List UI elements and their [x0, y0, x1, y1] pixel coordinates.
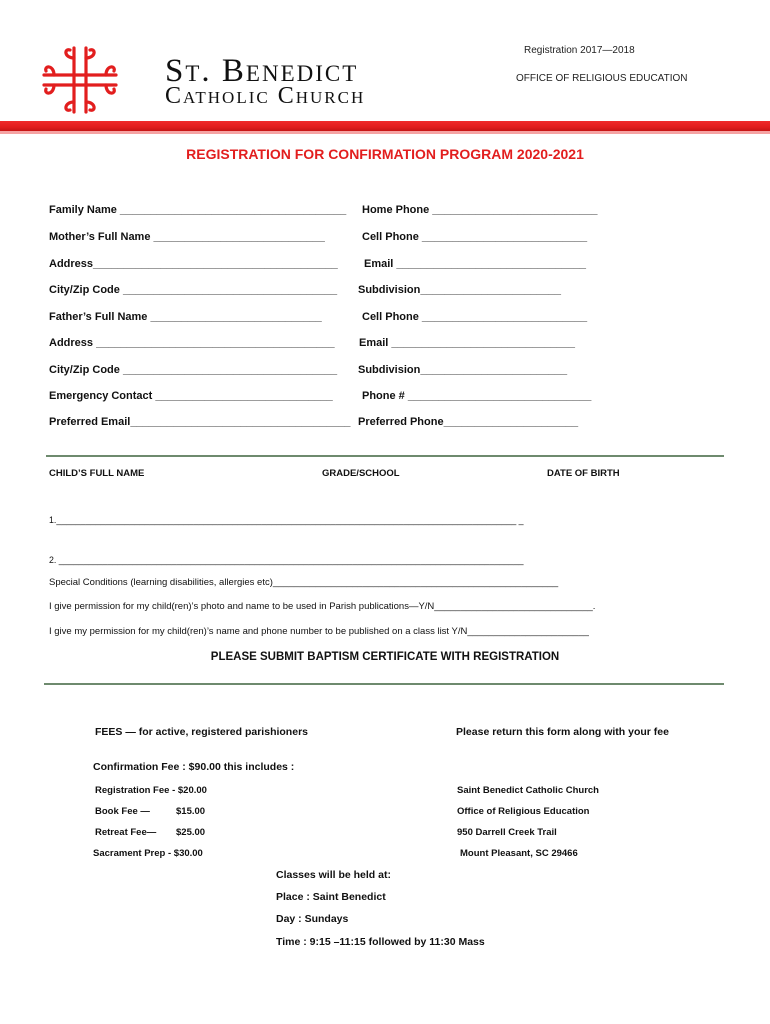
baptism-notice: PLEASE SUBMIT BAPTISM CERTIFICATE WITH REGISTRATION [210, 651, 560, 663]
church-name: St. Benedict [165, 53, 359, 89]
emergency-phone-field[interactable]: Phone # ______________________________ [362, 390, 592, 402]
list-permission-field[interactable]: I give my permission for my child(ren)’s name and phone number to be published on a class list Y/N_______________________ [49, 626, 589, 637]
special-conditions-field[interactable]: Special Conditions (learning disabilities, allergies etc)______________________________________________________ [49, 577, 559, 588]
city-zip-field-2[interactable]: City/Zip Code ___________________________________ [49, 364, 338, 376]
retreat-fee-amount: $25.00 [176, 827, 206, 838]
city-zip-field-1[interactable]: City/Zip Code ___________________________________ [49, 284, 338, 296]
classes-heading: Classes will be held at: [276, 869, 391, 881]
email-field-1[interactable]: Email _______________________________ [364, 258, 587, 270]
church-subtitle: Catholic Church [165, 83, 366, 109]
fees-heading: FEES — for active, registered parishioners [95, 726, 308, 738]
sacrament-fee: Sacrament Prep - $30.00 [93, 848, 203, 859]
confirmation-fee: Confirmation Fee : $90.00 this includes : [93, 761, 295, 773]
address-field-2[interactable]: Address _______________________________________ [49, 337, 335, 349]
subdivision-field-2[interactable]: Subdivision________________________ [358, 364, 568, 376]
section-divider-2 [44, 683, 724, 685]
col-grade-school: GRADE/SCHOOL [322, 468, 400, 479]
mail-church: Saint Benedict Catholic Church [457, 785, 599, 796]
mother-cell-field[interactable]: Cell Phone ___________________________ [362, 231, 588, 243]
classes-day: Day : Sundays [276, 913, 349, 925]
cross-icon [40, 44, 120, 116]
home-phone-field[interactable]: Home Phone ___________________________ [362, 204, 598, 216]
mail-city: Mount Pleasant, SC 29466 [460, 848, 578, 859]
emergency-contact-field[interactable]: Emergency Contact _____________________________ [49, 390, 333, 402]
classes-time: Time : 9:15 –11:15 followed by 11:30 Mass [276, 936, 485, 948]
book-fee-amount: $15.00 [176, 806, 206, 817]
photo-permission-field[interactable]: I give permission for my child(ren)’s photo and name to be used in Parish publications—Y/N______________________________. [49, 601, 596, 612]
child-line-2[interactable]: 2. _______________________________________________________________________________________________ [49, 555, 524, 565]
father-name-field[interactable]: Father’s Full Name ____________________________ [49, 311, 322, 323]
mail-street: 950 Darrell Creek Trail [457, 827, 557, 838]
header-divider [0, 121, 770, 131]
mail-office: Office of Religious Education [457, 806, 590, 817]
registration-year: Registration 2017—2018 [524, 45, 635, 56]
section-divider-1 [46, 455, 724, 457]
address-field-1[interactable]: Address________________________________________ [49, 258, 338, 270]
family-name-field[interactable]: Family Name _____________________________________ [49, 204, 347, 216]
father-cell-field[interactable]: Cell Phone ___________________________ [362, 311, 588, 323]
return-note: Please return this form along with your fee [456, 726, 669, 738]
retreat-fee-label: Retreat Fee— [95, 827, 157, 838]
page-title: REGISTRATION FOR CONFIRMATION PROGRAM 2020-2021 [186, 146, 584, 162]
subdivision-field-1[interactable]: Subdivision_______________________ [358, 284, 562, 296]
col-date-of-birth: DATE OF BIRTH [547, 468, 620, 479]
registration-fee: Registration Fee - $20.00 [95, 785, 207, 796]
col-child-name: CHILD’S FULL NAME [49, 468, 145, 479]
mother-name-field[interactable]: Mother’s Full Name ____________________________ [49, 231, 325, 243]
preferred-phone-field[interactable]: Preferred Phone______________________ [358, 416, 579, 428]
child-line-1[interactable]: 1.______________________________________________________________________________________________ _ [49, 515, 524, 525]
preferred-email-field[interactable]: Preferred Email____________________________________ [49, 416, 351, 428]
email-field-2[interactable]: Email ______________________________ [359, 337, 575, 349]
book-fee-label: Book Fee — [95, 806, 150, 817]
office-name: OFFICE OF RELIGIOUS EDUCATION [516, 73, 688, 84]
classes-place: Place : Saint Benedict [276, 891, 386, 903]
